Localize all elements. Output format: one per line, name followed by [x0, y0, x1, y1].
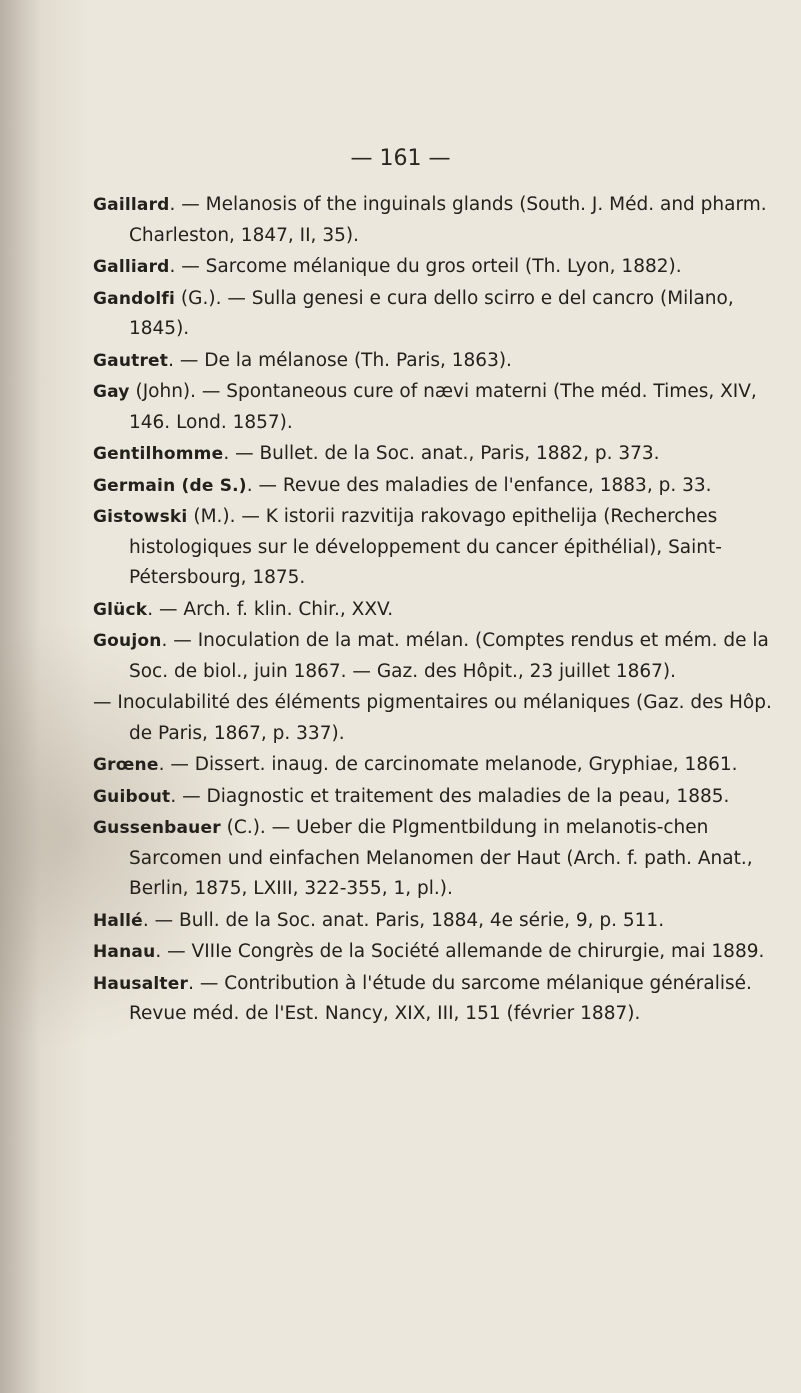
entry-author: Gentilhomme	[93, 444, 224, 464]
bibliography-entry	[93, 595, 793, 626]
bibliography-list	[93, 190, 793, 1031]
bibliography-entry	[93, 937, 793, 968]
bibliography-entry	[93, 502, 793, 594]
entry-author: Gandolfi	[93, 288, 176, 309]
entry-author: Gaillard	[93, 195, 170, 215]
bibliography-entry	[93, 190, 793, 251]
entry-author: Goujon	[93, 631, 162, 651]
entry-text: . — Sarcome mélanique du gros orteil (Th. Lyon, 1882).	[169, 256, 682, 277]
entry-text: (G.). — Sulla genesi e cura dello scirro e del cancro (Milano, 1845).	[129, 287, 734, 339]
bibliography-entry	[93, 626, 793, 687]
bibliography-entry	[93, 782, 793, 813]
entry-text: (M.). — K istorii razvitija rakovago epithelija (Recherches histologiques sur le développement du cancer épithélial), Saint-Pétersbourg, 1875.	[129, 506, 722, 588]
entry-author: Hallé	[93, 910, 143, 931]
bibliography-entry	[93, 969, 793, 1030]
bibliography-entry	[93, 688, 793, 749]
bibliography-entry	[93, 377, 793, 438]
entry-text: . — Arch. f. klin. Chir., XXV.	[147, 598, 394, 620]
bibliography-entry	[93, 750, 793, 781]
page-number: — 161 —	[350, 146, 451, 171]
entry-author: Gay	[93, 382, 130, 402]
bibliography-entry	[93, 284, 793, 345]
entry-author: Hausalter	[93, 973, 189, 994]
entry-text: . — Diagnostic et traitement des maladies de la peau, 1885.	[170, 785, 730, 807]
entry-text: — Inoculabilité des éléments pigmentaires ou mélaniques (Gaz. des Hôp. de Paris, 1867, p. 337).	[93, 692, 772, 744]
bibliography-entry	[93, 471, 793, 502]
entry-text: . — VIIIe Congrès de la Société allemande de chirurgie, mai 1889.	[155, 941, 765, 962]
bibliography-entry	[93, 252, 793, 283]
bibliography-entry	[93, 813, 793, 905]
entry-text: (John). — Spontaneous cure of nævi materni (The méd. Times, XIV, 146. Lond. 1857).	[129, 381, 757, 433]
entry-text: . — De la mélanose (Th. Paris, 1863).	[168, 349, 512, 371]
entry-text: . — Revue des maladies de l'enfance, 1883, p. 33.	[246, 474, 712, 496]
entry-author: Gistowski	[93, 507, 188, 527]
entry-author: Glück	[93, 599, 148, 620]
entry-author: Gautret	[93, 350, 169, 371]
bibliography-entry	[93, 346, 793, 377]
entry-author: Germain (de S.)	[93, 475, 247, 496]
entry-author: Galliard	[93, 257, 170, 277]
entry-text: . — Inoculation de la mat. mélan. (Comptes rendus et mém. de la Soc. de biol., juin 1867. — Gaz. des Hôpit., 23 juillet 1867).	[129, 630, 769, 682]
entry-text: . — Dissert. inaug. de carcinomate melanode, Gryphiae, 1861.	[158, 754, 738, 775]
entry-author: Hanau	[93, 942, 156, 962]
entry-text: . — Contribution à l'étude du sarcome mélanique généralisé. Revue méd. de l'Est. Nancy, XIX, III, 151 (février 1887).	[129, 972, 752, 1024]
entry-text: . — Melanosis of the inguinals glands (South. J. Méd. and pharm. Charleston, 1847, II, 35).	[129, 194, 767, 246]
entry-text: . — Bull. de la Soc. anat. Paris, 1884, 4e série, 9, p. 511.	[142, 909, 665, 931]
bibliography-entry	[93, 906, 793, 937]
entry-author: Guibout	[93, 786, 171, 807]
bibliography-entry	[93, 439, 793, 470]
entry-author: Gussenbauer	[93, 818, 221, 838]
entry-text: (C.). — Ueber die Plgmentbildung in melanotis-chen Sarcomen und einfachen Melanomen der Haut (Arch. f. path. Anat., Berlin, 1875, LXIII, 322-355, 1, pl.).	[129, 817, 753, 899]
entry-author: Grœne	[93, 755, 159, 775]
entry-text: . — Bullet. de la Soc. anat., Paris, 1882, p. 373.	[223, 443, 660, 464]
